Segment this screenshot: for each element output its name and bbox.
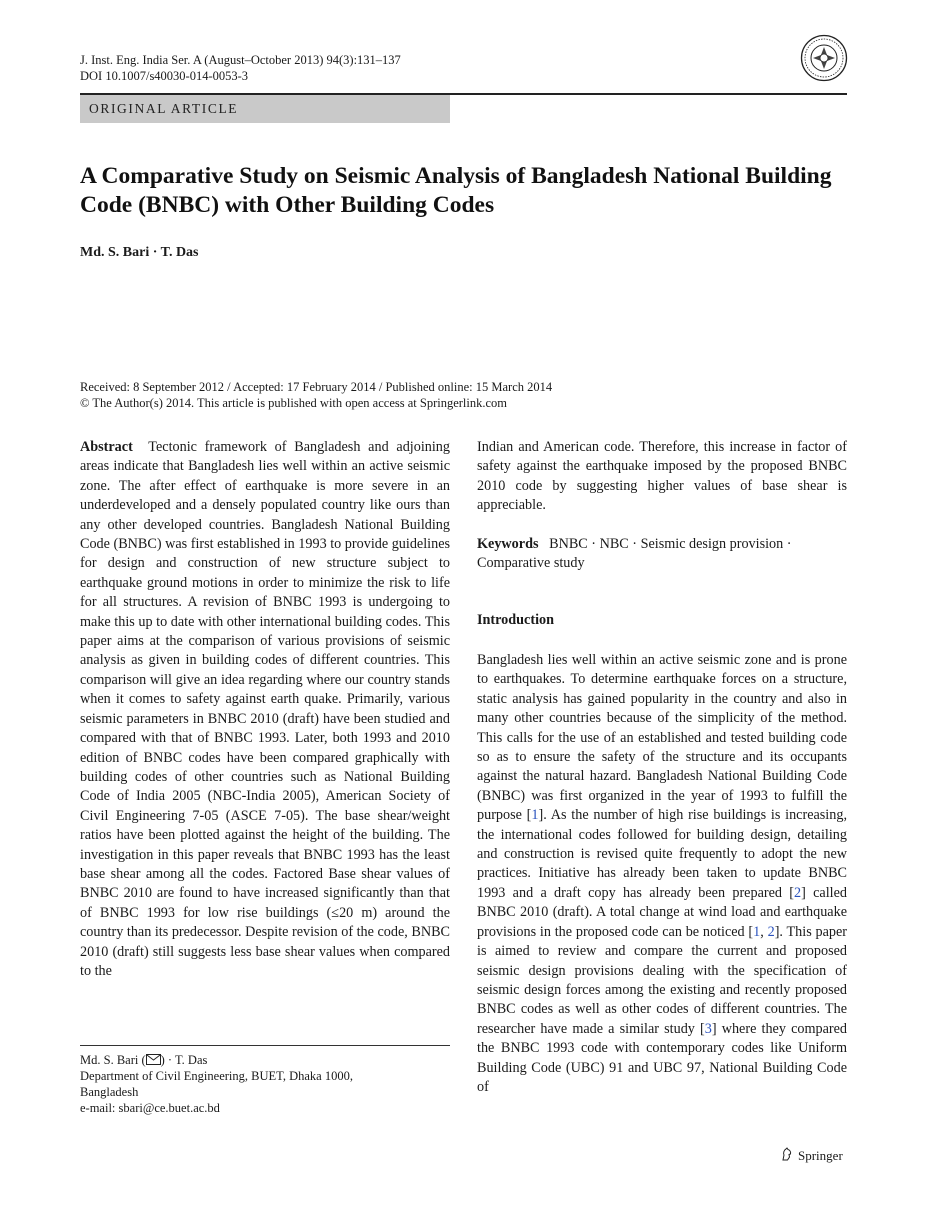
introduction-paragraph (477, 651, 847, 1097)
intro-text-segment: ] where they compared the BNBC 1993 code with contemporary codes like Uniform Building Code (UBC) 91 and UBC 97, National Building Code of (477, 1020, 848, 1095)
citation-link[interactable]: 2 (794, 884, 802, 901)
keywords-paragraph (477, 535, 847, 574)
intro-text-segment: Bangladesh lies well within an active seismic zone and is prone to earthquakes. To determine earthquake forces on a structure, static analysis has gained popularity in the country and also in many other countries because of the simplicity of the method. This calls for the use of an established and tested building code so as to ensure the safety of the structure and its occupants against the natural hazard. Bangladesh National Building Code (BNBC) was first organized in the year of 1993 to fulfill the purpose [ (477, 652, 847, 824)
abstract-continuation: Indian and American code. Therefore, this increase in factor of safety against the earthquake imposed by the proposed BNBC 2010 code by suggesting higher values of base shear is appreciable. (477, 439, 847, 514)
coauthor-name: ) · T. Das (160, 1053, 208, 1067)
author-name: Md. S. Bari ( (80, 1053, 146, 1067)
publisher-mark (780, 1147, 843, 1165)
abstract-paragraph (80, 438, 450, 981)
journal-citation: J. Inst. Eng. India Ser. A (August–October 2013) 94(3):131–137 (80, 53, 401, 67)
intro-text-segment: ]. As the number of high rise buildings is increasing, the international codes followed for building design, detailing and construction is revised quite frequently to adopt the new practices. Initiative has already been taken to update BNBC 1993 and a draft copy has already been prepared [ (477, 807, 847, 901)
article-type-banner: ORIGINAL ARTICLE (80, 95, 450, 123)
section-heading-introduction: Introduction (477, 612, 554, 628)
keywords-text: BNBC · NBC · Seismic design provision · Comparative study (477, 536, 792, 572)
author-affiliation (80, 1052, 353, 1116)
email[interactable]: e-mail: sbari@ce.buet.ac.bd (80, 1101, 220, 1115)
author-list: Md. S. Bari · T. Das (80, 245, 199, 260)
publisher-name: Springer (798, 1148, 843, 1163)
copyright-notice: © The Author(s) 2014. This article is published with open access at Springerlink.com (80, 396, 508, 410)
publication-dates: Received: 8 September 2012 / Accepted: 17 February 2014 / Published online: 15 March 2014 (80, 380, 553, 394)
intro-text-segment: ] called BNBC 2010 (draft). A total change at wind load and earthquake provisions in the proposed code can be noticed [ (477, 884, 848, 940)
intro-text-segment: , (760, 923, 768, 940)
department: Department of Civil Engineering, BUET, Dhaka 1000, (80, 1069, 353, 1083)
intro-text-segment: ]. This paper is aimed to review and compare the current and proposed seismic design provisions dealing with the specification of seismic design forces among the existing and recently proposed BNBC codes as well as other codes of different countries. The researcher have made a similar study [ (477, 923, 848, 1037)
doi-link[interactable]: DOI 10.1007/s40030-014-0053-3 (80, 69, 249, 83)
country: Bangladesh (80, 1085, 139, 1099)
article-title: A Comparative Study on Seismic Analysis of Bangladesh National Building Code (BNBC) with Other Building Codes (80, 163, 832, 218)
abstract-label: Abstract (80, 439, 133, 455)
envelope-icon[interactable] (146, 1054, 161, 1065)
abstract-text: Tectonic framework of Bangladesh and adjoining areas indicate that Bangladesh lies well within an active seismic zone. The after effect of earthquake is more severe in an underdeveloped and a densely populated country like ours than any other developed countries. Bangladesh National Building Code (BNBC) was first established in 1993 to provide guidelines for design and construction of new structure subject to earthquake ground motions in order to minimize the risk to life for all structures. A revision of BNBC 1993 is undergoing to make this up to date with other international building codes. This paper aims at the comparison of various provisions of seismic analysis as given in building codes of different countries. This comparison will give an idea regarding where our country stands when it comes to safety against earth quake. Primarily, various seismic parameters in BNBC 2010 (draft) have been studied and compared with that of BNBC 1993. Later, both 1993 and 2010 edition of BNBC codes have been compared graphically with building codes of other countries such as National Building Code of India 2005 (NBC-India 2005), American Society of Civil Engineering 7-05 (ASCE 7-05). The base shear/weight ratios have been plotted against the height of the building. The investigation in this paper reveals that BNBC 1993 has the least base shear among all the codes. Factored Base shear values of BNBC 2010 are found to have increased significantly than that of BNBC 1993 for low rise buildings (≤20 m) around the country than its predecessor. Despite revision of the code, BNBC 2010 (draft) still suggests less base shear values when compared to the (80, 439, 451, 979)
citation-link[interactable]: 2 (767, 923, 775, 940)
citation-link[interactable]: 1 (531, 807, 539, 824)
journal-seal-icon (800, 34, 848, 82)
citation-link[interactable]: 3 (704, 1020, 712, 1037)
springer-horse-icon (780, 1147, 794, 1165)
corresponding-author (80, 1052, 353, 1068)
citation-link[interactable]: 1 (753, 923, 761, 940)
footnote-rule (80, 1045, 450, 1046)
keywords-label: Keywords (477, 536, 539, 552)
